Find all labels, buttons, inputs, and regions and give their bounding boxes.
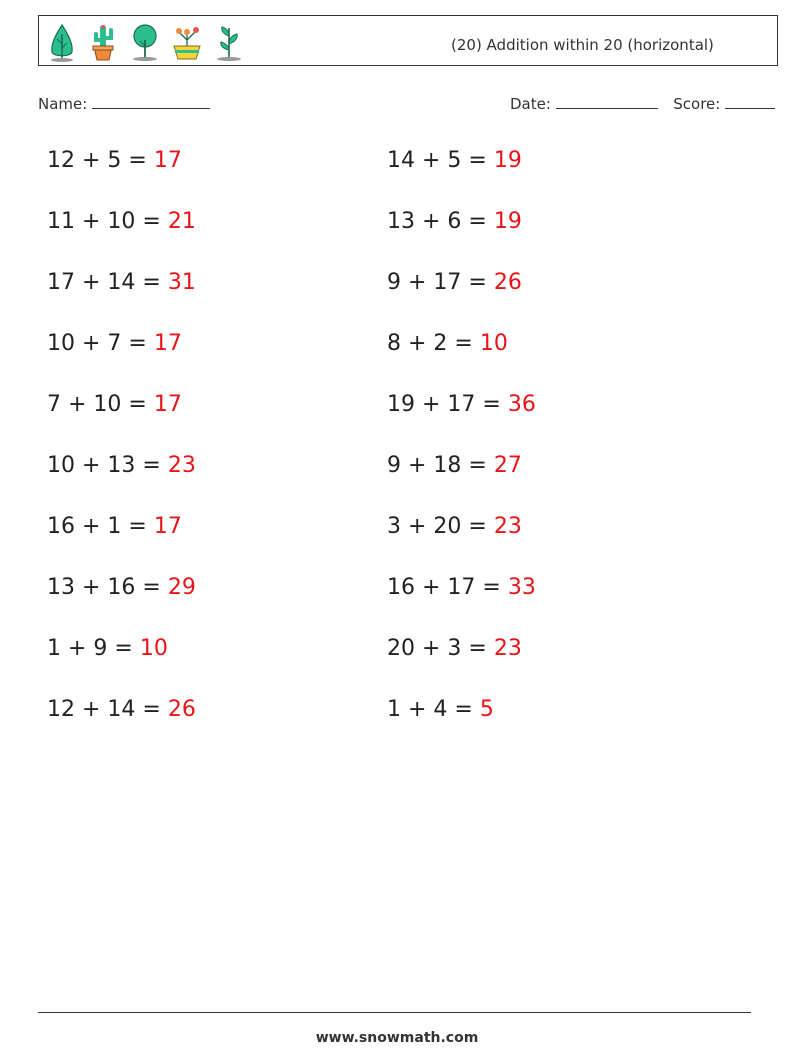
problem-question: 8 + 2 =: [387, 331, 473, 356]
problem-item: [47, 209, 196, 234]
problem-answer: 26: [493, 270, 522, 295]
problem-item: [47, 392, 182, 417]
problem-item: [387, 636, 522, 661]
footer-divider: [38, 1012, 751, 1013]
problem-item: [387, 270, 522, 295]
problem-answer: 36: [507, 392, 536, 417]
cactus-icon: [86, 22, 120, 62]
problem-answer: 10: [139, 636, 168, 661]
date-score-field: [510, 94, 775, 113]
problem-answer: 31: [167, 270, 196, 295]
problem-item: [47, 514, 182, 539]
problem-question: 10 + 13 =: [47, 453, 161, 478]
problem-question: 14 + 5 =: [387, 148, 487, 173]
problem-answer: 21: [167, 209, 196, 234]
score-blank: [725, 94, 775, 109]
problem-item: [387, 697, 494, 722]
problem-answer: 10: [479, 331, 508, 356]
problem-question: 13 + 16 =: [47, 575, 161, 600]
problem-item: [387, 575, 536, 600]
problem-item: [47, 697, 196, 722]
problem-answer: 17: [153, 331, 182, 356]
footer-url: www.snowmath.com: [315, 1030, 479, 1046]
problem-answer: 17: [153, 514, 182, 539]
date-blank: [556, 94, 658, 109]
problem-answer: 33: [507, 575, 536, 600]
problem-answer: 19: [493, 209, 522, 234]
problem-question: 10 + 7 =: [47, 331, 147, 356]
problem-answer: 29: [167, 575, 196, 600]
date-label: Date:: [510, 95, 551, 113]
problem-question: 17 + 14 =: [47, 270, 161, 295]
problem-answer: 23: [493, 636, 522, 661]
problem-answer: 17: [153, 392, 182, 417]
problem-item: [387, 209, 522, 234]
problem-question: 13 + 6 =: [387, 209, 487, 234]
problem-question: 9 + 17 =: [387, 270, 487, 295]
problem-question: 12 + 5 =: [47, 148, 147, 173]
problem-item: [47, 331, 182, 356]
tree-icon: [47, 22, 77, 62]
problem-answer: 17: [153, 148, 182, 173]
problem-answer: 23: [493, 514, 522, 539]
problem-question: 16 + 1 =: [47, 514, 147, 539]
problem-item: [387, 148, 522, 173]
problem-item: [47, 270, 196, 295]
problem-question: 19 + 17 =: [387, 392, 501, 417]
sprout-icon: [213, 22, 245, 62]
problem-item: [47, 636, 168, 661]
header-icons: [47, 20, 245, 64]
name-blank: [92, 94, 210, 109]
worksheet-header: [38, 15, 778, 66]
problem-question: 1 + 4 =: [387, 697, 473, 722]
problem-item: [387, 331, 508, 356]
problem-item: [47, 575, 196, 600]
score-label: Score:: [673, 95, 721, 113]
problem-item: [387, 514, 522, 539]
problem-answer: 19: [493, 148, 522, 173]
problem-question: 1 + 9 =: [47, 636, 133, 661]
flower-pot-icon: [170, 22, 204, 62]
problem-question: 9 + 18 =: [387, 453, 487, 478]
problem-question: 11 + 10 =: [47, 209, 161, 234]
problem-question: 3 + 20 =: [387, 514, 487, 539]
name-label: Name:: [38, 95, 88, 113]
worksheet-title: (20) Addition within 20 (horizontal): [451, 36, 714, 54]
problem-question: 16 + 17 =: [387, 575, 501, 600]
problem-item: [387, 453, 522, 478]
problem-question: 20 + 3 =: [387, 636, 487, 661]
problem-item: [387, 392, 536, 417]
problem-item: [47, 453, 196, 478]
problem-question: 12 + 14 =: [47, 697, 161, 722]
round-tree-icon: [129, 22, 161, 62]
name-field: [38, 94, 210, 113]
problem-answer: 27: [493, 453, 522, 478]
problem-question: 7 + 10 =: [47, 392, 147, 417]
problem-item: [47, 148, 182, 173]
problem-answer: 26: [167, 697, 196, 722]
problem-answer: 23: [167, 453, 196, 478]
problem-answer: 5: [479, 697, 494, 722]
